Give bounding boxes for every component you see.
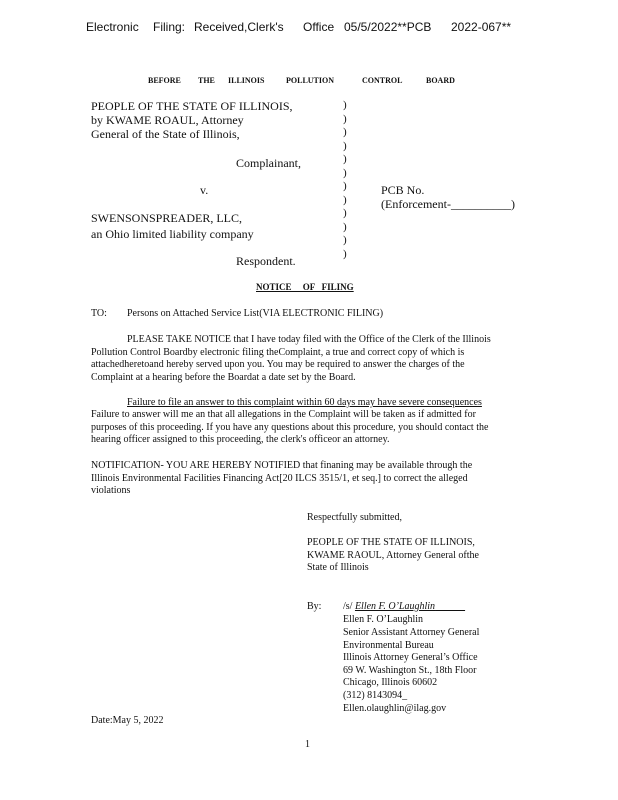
header-office: Office (303, 20, 335, 34)
board-word-pollution: POLLUTION (286, 76, 335, 85)
signer-title: Senior Assistant Attorney General (343, 627, 480, 638)
signer-address: 69 W. Washington St., 18th Floor (343, 665, 477, 676)
signature-prefix: /s/ (343, 601, 355, 612)
para2-line-2: Failure to answer will me an that all allegations in the Complaint will be taken as if admitted for (91, 409, 476, 420)
enforcement-text: (Enforcement- (381, 197, 451, 211)
complainant-label: Complainant, (236, 156, 301, 170)
para2-line-4: hearing officer assigned to this proceeding, the clerk's officeor an attorney. (91, 434, 390, 445)
electronic-signature (343, 601, 465, 614)
signer-city: Chicago, Illinois 60602 (343, 677, 438, 688)
notice-title: NOTICE OF FILING (256, 282, 354, 292)
para3-line-3: violations (91, 485, 131, 496)
page-number: 1 (305, 739, 310, 750)
board-word-before: BEFORE (148, 76, 181, 85)
para2-line-3: purposes of this proceeding. If you have any questions about this procedure, you should contact the (91, 422, 489, 433)
closing-line-2: KWAME RAOUL, Attorney General ofthe (307, 550, 479, 561)
board-word-illinois: ILLINOIS (228, 76, 265, 85)
by-label: By: (307, 601, 322, 612)
respondent-label: Respondent. (236, 254, 296, 268)
signer-email: Ellen.olaughlin@ilag.gov (343, 703, 447, 714)
signature-blank: ______ (435, 601, 466, 612)
header-electronic: Electronic (86, 20, 139, 34)
signer-phone: (312) 8143094_ (343, 690, 408, 701)
caption-parentheses: ) ) ) ) ) ) ) ) ) ) ) ) (343, 99, 347, 260)
para3-line-2: Illinois Environmental Facilities Financing Act[20 ILCS 3515/1, et seq.] to correct the alleged (91, 473, 468, 484)
para1-line-1: PLEASE TAKE NOTICE that I have today filed with the Office of the Clerk of the Illinois (127, 334, 491, 345)
defendant-line-2: an Ohio limited liability company (91, 227, 254, 241)
document-date: Date:May 5, 2022 (91, 715, 164, 726)
respectfully-submitted: Respectfully submitted, (307, 512, 402, 523)
versus-label: v. (200, 183, 209, 197)
para3-line-1: NOTIFICATION- YOU ARE HEREBY NOTIFIED that finaning may be available through the (91, 460, 473, 471)
para1-line-2: Pollution Control Boardby electronic filing theComplaint, a true and correct copy of which is (91, 347, 465, 358)
board-word-board: BOARD (426, 76, 455, 85)
to-label: TO: (91, 308, 107, 319)
signer-bureau: Environmental Bureau (343, 640, 434, 651)
para1-line-4: Complaint at a hearing before the Boardat a date set by the Board. (91, 372, 356, 383)
signer-name: Ellen F. O’Laughlin (343, 614, 424, 625)
board-word-the: THE (198, 76, 215, 85)
signer-office: Illinois Attorney General’s Office (343, 652, 478, 663)
plaintiff-line-1: PEOPLE OF THE STATE OF ILLINOIS, (91, 99, 293, 113)
header-received: Received,Clerk's (194, 20, 284, 34)
enforcement-label (381, 197, 515, 212)
para1-line-3: attachedheretoand hereby served upon you. You may be required to answer the charges of the (91, 359, 465, 370)
defendant-line-1: SWENSONSPREADER, LLC, (91, 211, 243, 225)
header-docket: 2022-067** (451, 20, 512, 34)
signature-name: Ellen F. O’Laughlin (354, 601, 436, 612)
closing-line-3: State of Illinois (307, 562, 369, 573)
header-filing: Filing: (153, 20, 186, 34)
plaintiff-line-3: General of the State of Illinois, (91, 127, 240, 141)
para2-line-1: Failure to file an answer to this complaint within 60 days may have severe consequences (127, 397, 482, 408)
enforcement-blank: __________) (450, 197, 515, 211)
to-text: Persons on Attached Service List(VIA ELECTRONIC FILING) (127, 308, 384, 319)
pcb-number-label: PCB No. (381, 183, 425, 197)
board-word-control: CONTROL (362, 76, 403, 85)
plaintiff-line-2: by KWAME ROAUL, Attorney (91, 113, 244, 127)
header-date: 05/5/2022**PCB (344, 20, 432, 34)
closing-line-1: PEOPLE OF THE STATE OF ILLINOIS, (307, 537, 475, 548)
